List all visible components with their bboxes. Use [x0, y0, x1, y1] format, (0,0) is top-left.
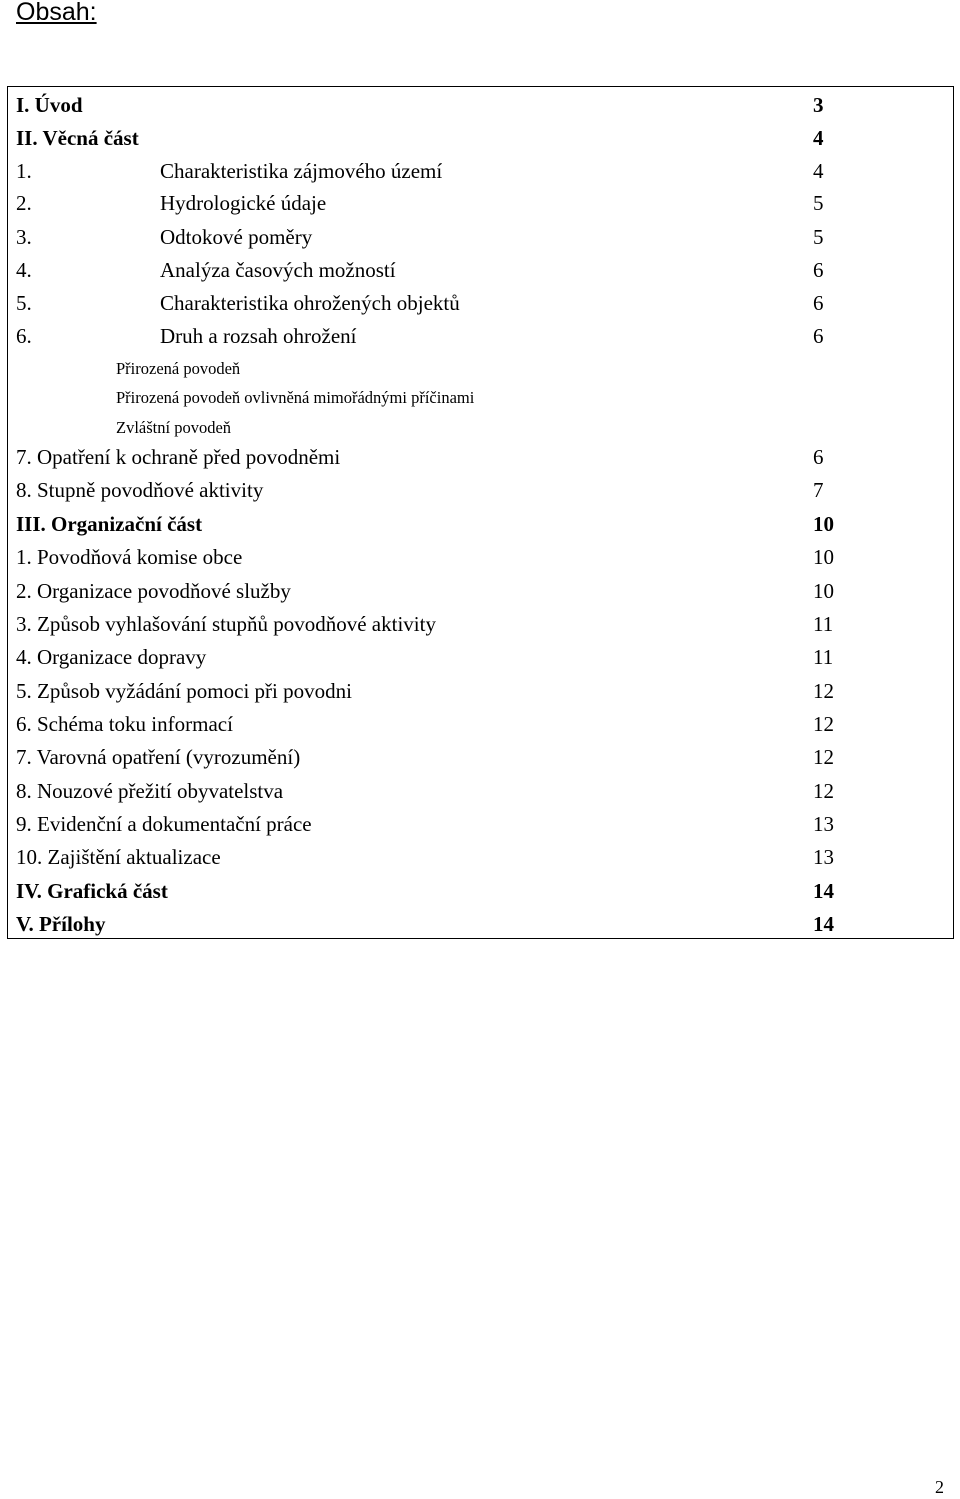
toc-page: 3 [813, 93, 824, 117]
toc-row [8, 809, 953, 839]
toc-number: 2. [16, 191, 32, 215]
toc-label: Hydrologické údaje [160, 191, 327, 215]
toc-row [8, 709, 953, 739]
toc-page: 10 [813, 579, 834, 603]
toc-row [8, 255, 953, 285]
toc-label: III. Organizační část [16, 512, 203, 536]
toc-page: 11 [813, 612, 834, 636]
toc-row [8, 90, 953, 120]
toc-number: 4. [16, 258, 32, 282]
toc-page: 13 [813, 845, 834, 869]
toc-label: II. Věcná část [16, 126, 139, 150]
toc-row [8, 188, 953, 218]
toc-label: 1. Povodňová komise obce [16, 545, 243, 569]
toc-page: 4 [813, 159, 824, 183]
toc-number: 1. [16, 159, 32, 183]
toc-row [8, 742, 953, 772]
toc-label: Přirozená povodeň [116, 359, 241, 378]
toc-page: 12 [813, 679, 834, 703]
toc-page: 12 [813, 712, 834, 736]
toc-page: 5 [813, 225, 824, 249]
toc-row [8, 321, 953, 351]
toc-label: 7. Varovná opatření (vyrozumění) [16, 745, 301, 769]
toc-label: V. Přílohy [16, 912, 106, 936]
toc-label: 2. Organizace povodňové služby [16, 579, 291, 603]
toc-row [8, 576, 953, 606]
toc-row [8, 156, 953, 186]
toc-page: 6 [813, 324, 824, 348]
toc-label: Přirozená povodeň ovlivněná mimořádnými příčinami [116, 388, 475, 407]
toc-label: Zvláštní povodeň [116, 418, 232, 437]
toc-page: 14 [813, 912, 834, 936]
toc-row [8, 609, 953, 639]
toc-label: Charakteristika zájmového území [160, 159, 443, 183]
toc-row [8, 909, 953, 939]
toc-number: 3. [16, 225, 32, 249]
toc-row [8, 222, 953, 252]
toc-row [8, 354, 953, 384]
toc-label: Druh a rozsah ohrožení [160, 324, 357, 348]
toc-label: 8. Stupně povodňové aktivity [16, 478, 264, 502]
toc-page: 12 [813, 745, 834, 769]
toc-row [8, 776, 953, 806]
toc-row [8, 442, 953, 472]
toc-page: 10 [813, 512, 834, 536]
toc-row [8, 842, 953, 872]
toc-label: 5. Způsob vyžádání pomoci při povodni [16, 679, 352, 703]
toc-label: I. Úvod [16, 93, 83, 117]
toc-row [8, 413, 953, 443]
toc-page: 4 [813, 126, 824, 150]
toc-label: Charakteristika ohrožených objektů [160, 291, 460, 315]
table-of-contents [7, 86, 954, 939]
toc-row [8, 123, 953, 153]
toc-page: 6 [813, 258, 824, 282]
toc-row [8, 542, 953, 572]
toc-row [8, 509, 953, 539]
toc-label: 9. Evidenční a dokumentační práce [16, 812, 312, 836]
toc-page: 12 [813, 779, 834, 803]
toc-page: 11 [813, 645, 834, 669]
toc-row [8, 876, 953, 906]
toc-row [8, 642, 953, 672]
toc-row [8, 676, 953, 706]
toc-label: 7. Opatření k ochraně před povodněmi [16, 445, 341, 469]
toc-label: 3. Způsob vyhlašování stupňů povodňové aktivity [16, 612, 436, 636]
toc-label: 8. Nouzové přežití obyvatelstva [16, 779, 284, 803]
toc-page: 13 [813, 812, 834, 836]
toc-page: 14 [813, 879, 834, 903]
toc-row [8, 475, 953, 505]
toc-number: 6. [16, 324, 32, 348]
toc-label: IV. Grafická část [16, 879, 168, 903]
toc-row [8, 288, 953, 318]
toc-page: 10 [813, 545, 834, 569]
toc-label: Odtokové poměry [160, 225, 313, 249]
toc-label: 6. Schéma toku informací [16, 712, 233, 736]
toc-row [8, 383, 953, 413]
toc-page: 7 [813, 478, 824, 502]
page-number: 2 [935, 1477, 944, 1497]
toc-label: Analýza časových možností [160, 258, 396, 282]
page-heading: Obsah: [16, 0, 97, 26]
toc-number: 5. [16, 291, 32, 315]
toc-label: 10. Zajištění aktualizace [16, 845, 221, 869]
toc-page: 6 [813, 291, 824, 315]
toc-page: 5 [813, 191, 824, 215]
toc-page: 6 [813, 445, 824, 469]
toc-label: 4. Organizace dopravy [16, 645, 207, 669]
